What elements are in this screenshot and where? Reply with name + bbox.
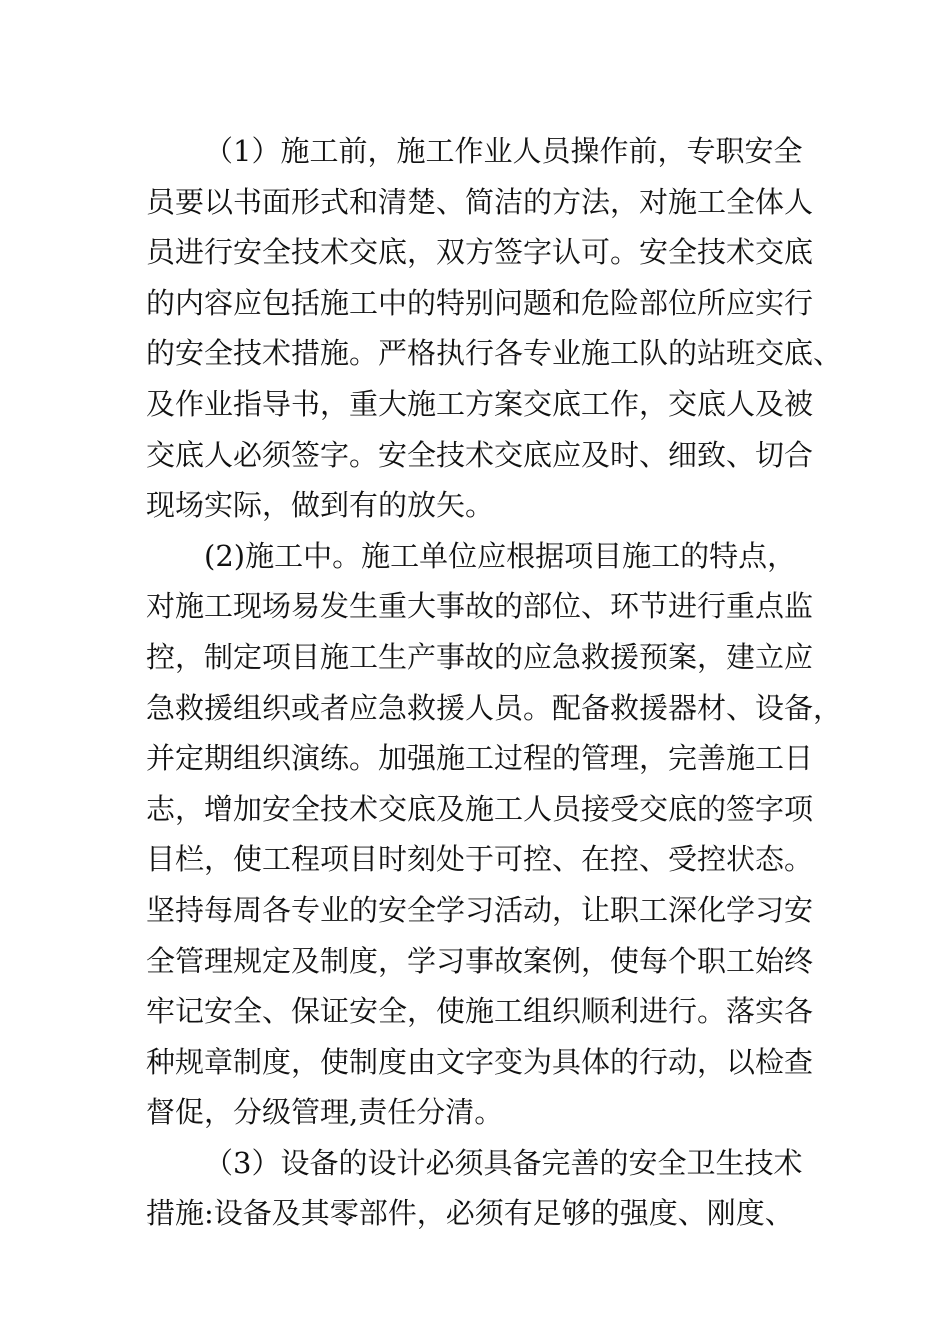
paragraph-1-line-7: 交底人必须签字。安全技术交底应及时、细致、切合 (146, 437, 814, 472)
paragraph-1-line-1: （1）施工前，施工作业人员操作前，专职安全 (204, 134, 803, 168)
paragraph-2-line-8: 坚持每周各专业的安全学习活动，让职工深化学习安 (146, 892, 814, 927)
paragraph-2-line-11: 种规章制度，使制度由文字变为具体的行动，以检查 (146, 1044, 814, 1079)
paragraph-2-line-2: 对施工现场易发生重大事故的部位、环节进行重点监 (146, 589, 814, 624)
paragraph-2-line-12: 督促，分级管理,责任分清。 (146, 1095, 504, 1130)
paragraph-1-line-6: 及作业指导书，重大施工方案交底工作，交底人及被 (146, 386, 814, 421)
paragraph-3-line-2: 措施:设备及其零部件，必须有足够的强度、刚度、 (146, 1196, 794, 1231)
paragraph-1-line-3: 员进行安全技术交底，双方签字认可。安全技术交底 (146, 235, 814, 270)
paragraph-2-line-9: 全管理规定及制度，学习事故案例，使每个职工始终 (146, 943, 814, 978)
paragraph-1-line-4: 的内容应包括施工中的特别问题和危险部位所应实行 (146, 285, 814, 320)
paragraph-1-line-5: 的安全技术措施。严格执行各专业施工队的站班交底、 (146, 336, 843, 371)
paragraph-2-line-6: 志，增加安全技术交底及施工人员接受交底的签字项 (146, 791, 814, 826)
paragraph-3-line-1: （3）设备的设计必须具备完善的安全卫生技术 (204, 1145, 803, 1180)
paragraph-2-line-1: (2)施工中。施工单位应根据项目施工的特点， (204, 538, 797, 573)
paragraph-2-line-10: 牢记安全、保证安全，使施工组织顺利进行。落实各 (146, 994, 814, 1029)
paragraph-1-line-2: 员要以书面形式和清楚、简洁的方法，对施工全体人 (146, 184, 814, 219)
paragraph-2-line-5: 并定期组织演练。加强施工过程的管理，完善施工日 (146, 741, 814, 776)
paragraph-1-line-8: 现场实际，做到有的放矢。 (146, 488, 495, 523)
paragraph-2-line-3: 控，制定项目施工生产事故的应急救援预案，建立应 (146, 639, 814, 674)
document-body (146, 126, 843, 1239)
paragraph-2-line-4: 急救援组织或者应急救援人员。配备救援器材、设备， (146, 690, 843, 725)
paragraph-2-line-7: 目栏，使工程项目时刻处于可控、在控、受控状态。 (146, 842, 814, 877)
